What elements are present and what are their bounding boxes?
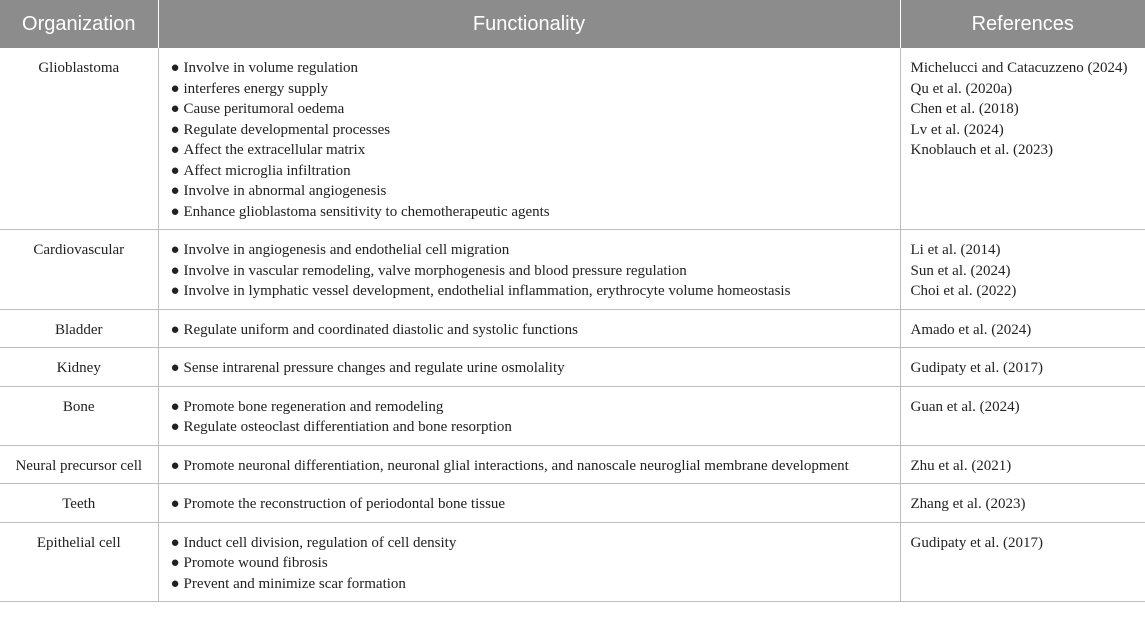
bullet-icon: ●: [170, 203, 180, 220]
function-list: [169, 240, 890, 302]
function-text: Regulate uniform and coordinated diastolic and systolic functions: [183, 321, 578, 338]
organization-cell: Glioblastoma: [0, 48, 158, 230]
organization-cell: Cardiovascular: [0, 230, 158, 310]
functionality-cell: [158, 48, 900, 230]
bullet-icon: ●: [170, 283, 180, 299]
bullet-icon: ●: [170, 419, 180, 435]
header-references: References: [900, 0, 1145, 48]
function-item: [169, 79, 890, 100]
function-text: Affect microglia infiltration: [183, 162, 351, 179]
bullet-icon: ●: [170, 534, 180, 551]
function-text: Affect the extracellular matrix: [183, 142, 366, 158]
table-row: [0, 522, 1145, 602]
function-text: Regulate osteoclast differentiation and bone resorption: [183, 419, 512, 435]
table-row: [0, 348, 1145, 387]
header-organization: Organization: [0, 0, 158, 48]
function-text: Promote wound fibrosis: [183, 555, 328, 571]
function-text: Regulate developmental processes: [183, 121, 391, 138]
references-cell: [900, 484, 1145, 523]
function-item: [169, 120, 890, 141]
organization-cell: Teeth: [0, 484, 158, 523]
bullet-icon: ●: [170, 262, 180, 279]
organization-cell: Kidney: [0, 348, 158, 387]
functionality-cell: [158, 522, 900, 602]
function-list: [169, 58, 890, 222]
function-text: Involve in volume regulation: [183, 60, 359, 76]
function-list: [169, 320, 890, 341]
references-cell: [900, 230, 1145, 310]
bullet-icon: ●: [170, 398, 180, 415]
function-item: [169, 58, 890, 79]
function-item: [169, 553, 890, 574]
function-item: [169, 358, 890, 379]
function-text: Cause peritumoral oedema: [183, 101, 345, 117]
function-item: [169, 140, 890, 161]
references-cell: [900, 48, 1145, 230]
function-text: Involve in lymphatic vessel development, endothelial inflammation, erythrocyte volume homeostasis: [183, 283, 791, 299]
references-cell: [900, 386, 1145, 445]
function-item: [169, 240, 890, 261]
reference-item: Gudipaty et al. (2017): [910, 360, 1043, 376]
organization-cell: Bone: [0, 386, 158, 445]
references-cell: [900, 309, 1145, 348]
function-item: [169, 494, 890, 515]
reference-item: Knoblauch et al. (2023): [910, 142, 1053, 158]
organization-cell: Neural precursor cell: [0, 445, 158, 484]
table-row: [0, 386, 1145, 445]
function-text: interferes energy supply: [183, 80, 329, 97]
function-text: Sense intrarenal pressure changes and regulate urine osmolality: [183, 360, 565, 376]
functionality-cell: [158, 484, 900, 523]
function-text: Promote the reconstruction of periodontal bone tissue: [183, 496, 506, 512]
references-cell: [900, 522, 1145, 602]
bullet-icon: ●: [170, 60, 180, 76]
reference-item: Lv et al. (2024): [910, 121, 1004, 138]
reference-item: Sun et al. (2024): [910, 262, 1011, 279]
table-row: [0, 48, 1145, 230]
reference-item: Qu et al. (2020a): [910, 80, 1013, 97]
functionality-cell: [158, 309, 900, 348]
function-item: [169, 281, 890, 302]
bullet-icon: ●: [170, 142, 180, 158]
reference-item: Zhang et al. (2023): [910, 496, 1026, 512]
bullet-icon: ●: [170, 121, 180, 138]
function-item: [169, 417, 890, 438]
organization-cell: Bladder: [0, 309, 158, 348]
function-text: Enhance glioblastoma sensitivity to chemotherapeutic agents: [183, 203, 550, 220]
bullet-icon: ●: [170, 183, 180, 199]
function-text: Prevent and minimize scar formation: [183, 575, 406, 592]
header-row: [0, 0, 1145, 48]
function-item: [169, 320, 890, 341]
bullet-icon: ●: [170, 555, 180, 571]
function-list: [169, 358, 890, 379]
function-item: [169, 99, 890, 120]
bullet-icon: ●: [170, 457, 180, 474]
function-text: Induct cell division, regulation of cell density: [183, 534, 457, 551]
reference-item: Li et al. (2014): [910, 242, 1001, 258]
bullet-icon: ●: [170, 162, 180, 179]
functionality-cell: [158, 230, 900, 310]
function-list: [169, 397, 890, 438]
function-item: [169, 202, 890, 223]
reference-item: Guan et al. (2024): [910, 398, 1020, 415]
function-text: Involve in vascular remodeling, valve morphogenesis and blood pressure regulation: [183, 262, 687, 279]
function-item: [169, 397, 890, 418]
function-item: [169, 456, 890, 477]
table-row: [0, 230, 1145, 310]
reference-item: Choi et al. (2022): [910, 283, 1017, 299]
bullet-icon: ●: [170, 321, 180, 338]
header-functionality: Functionality: [158, 0, 900, 48]
table-row: [0, 309, 1145, 348]
table-row: [0, 445, 1145, 484]
references-cell: [900, 445, 1145, 484]
function-item: [169, 181, 890, 202]
table-header: [0, 0, 1145, 48]
reference-item: Zhu et al. (2021): [910, 457, 1012, 474]
references-cell: [900, 348, 1145, 387]
table-row: [0, 484, 1145, 523]
function-text: Involve in angiogenesis and endothelial cell migration: [183, 242, 510, 258]
bullet-icon: ●: [170, 101, 180, 117]
function-list: [169, 533, 890, 595]
function-text: Promote bone regeneration and remodeling: [183, 398, 444, 415]
table-body: [0, 48, 1145, 602]
functionality-cell: [158, 348, 900, 387]
bullet-icon: ●: [170, 80, 180, 97]
reference-item: Chen et al. (2018): [910, 101, 1019, 117]
reference-item: Michelucci and Catacuzzeno (2024): [910, 60, 1128, 76]
function-text: Involve in abnormal angiogenesis: [183, 183, 387, 199]
function-item: [169, 161, 890, 182]
reference-item: Gudipaty et al. (2017): [910, 534, 1043, 551]
bullet-icon: ●: [170, 360, 180, 376]
functionality-cell: [158, 445, 900, 484]
function-item: [169, 574, 890, 595]
function-item: [169, 533, 890, 554]
bullet-icon: ●: [170, 496, 180, 512]
bullet-icon: ●: [170, 242, 180, 258]
function-list: [169, 456, 890, 477]
function-text: Promote neuronal differentiation, neuronal glial interactions, and nanoscale neuroglial membrane development: [183, 457, 849, 474]
function-item: [169, 261, 890, 282]
function-list: [169, 494, 890, 515]
reference-item: Amado et al. (2024): [910, 321, 1032, 338]
organization-cell: Epithelial cell: [0, 522, 158, 602]
bullet-icon: ●: [170, 575, 180, 592]
functionality-cell: [158, 386, 900, 445]
